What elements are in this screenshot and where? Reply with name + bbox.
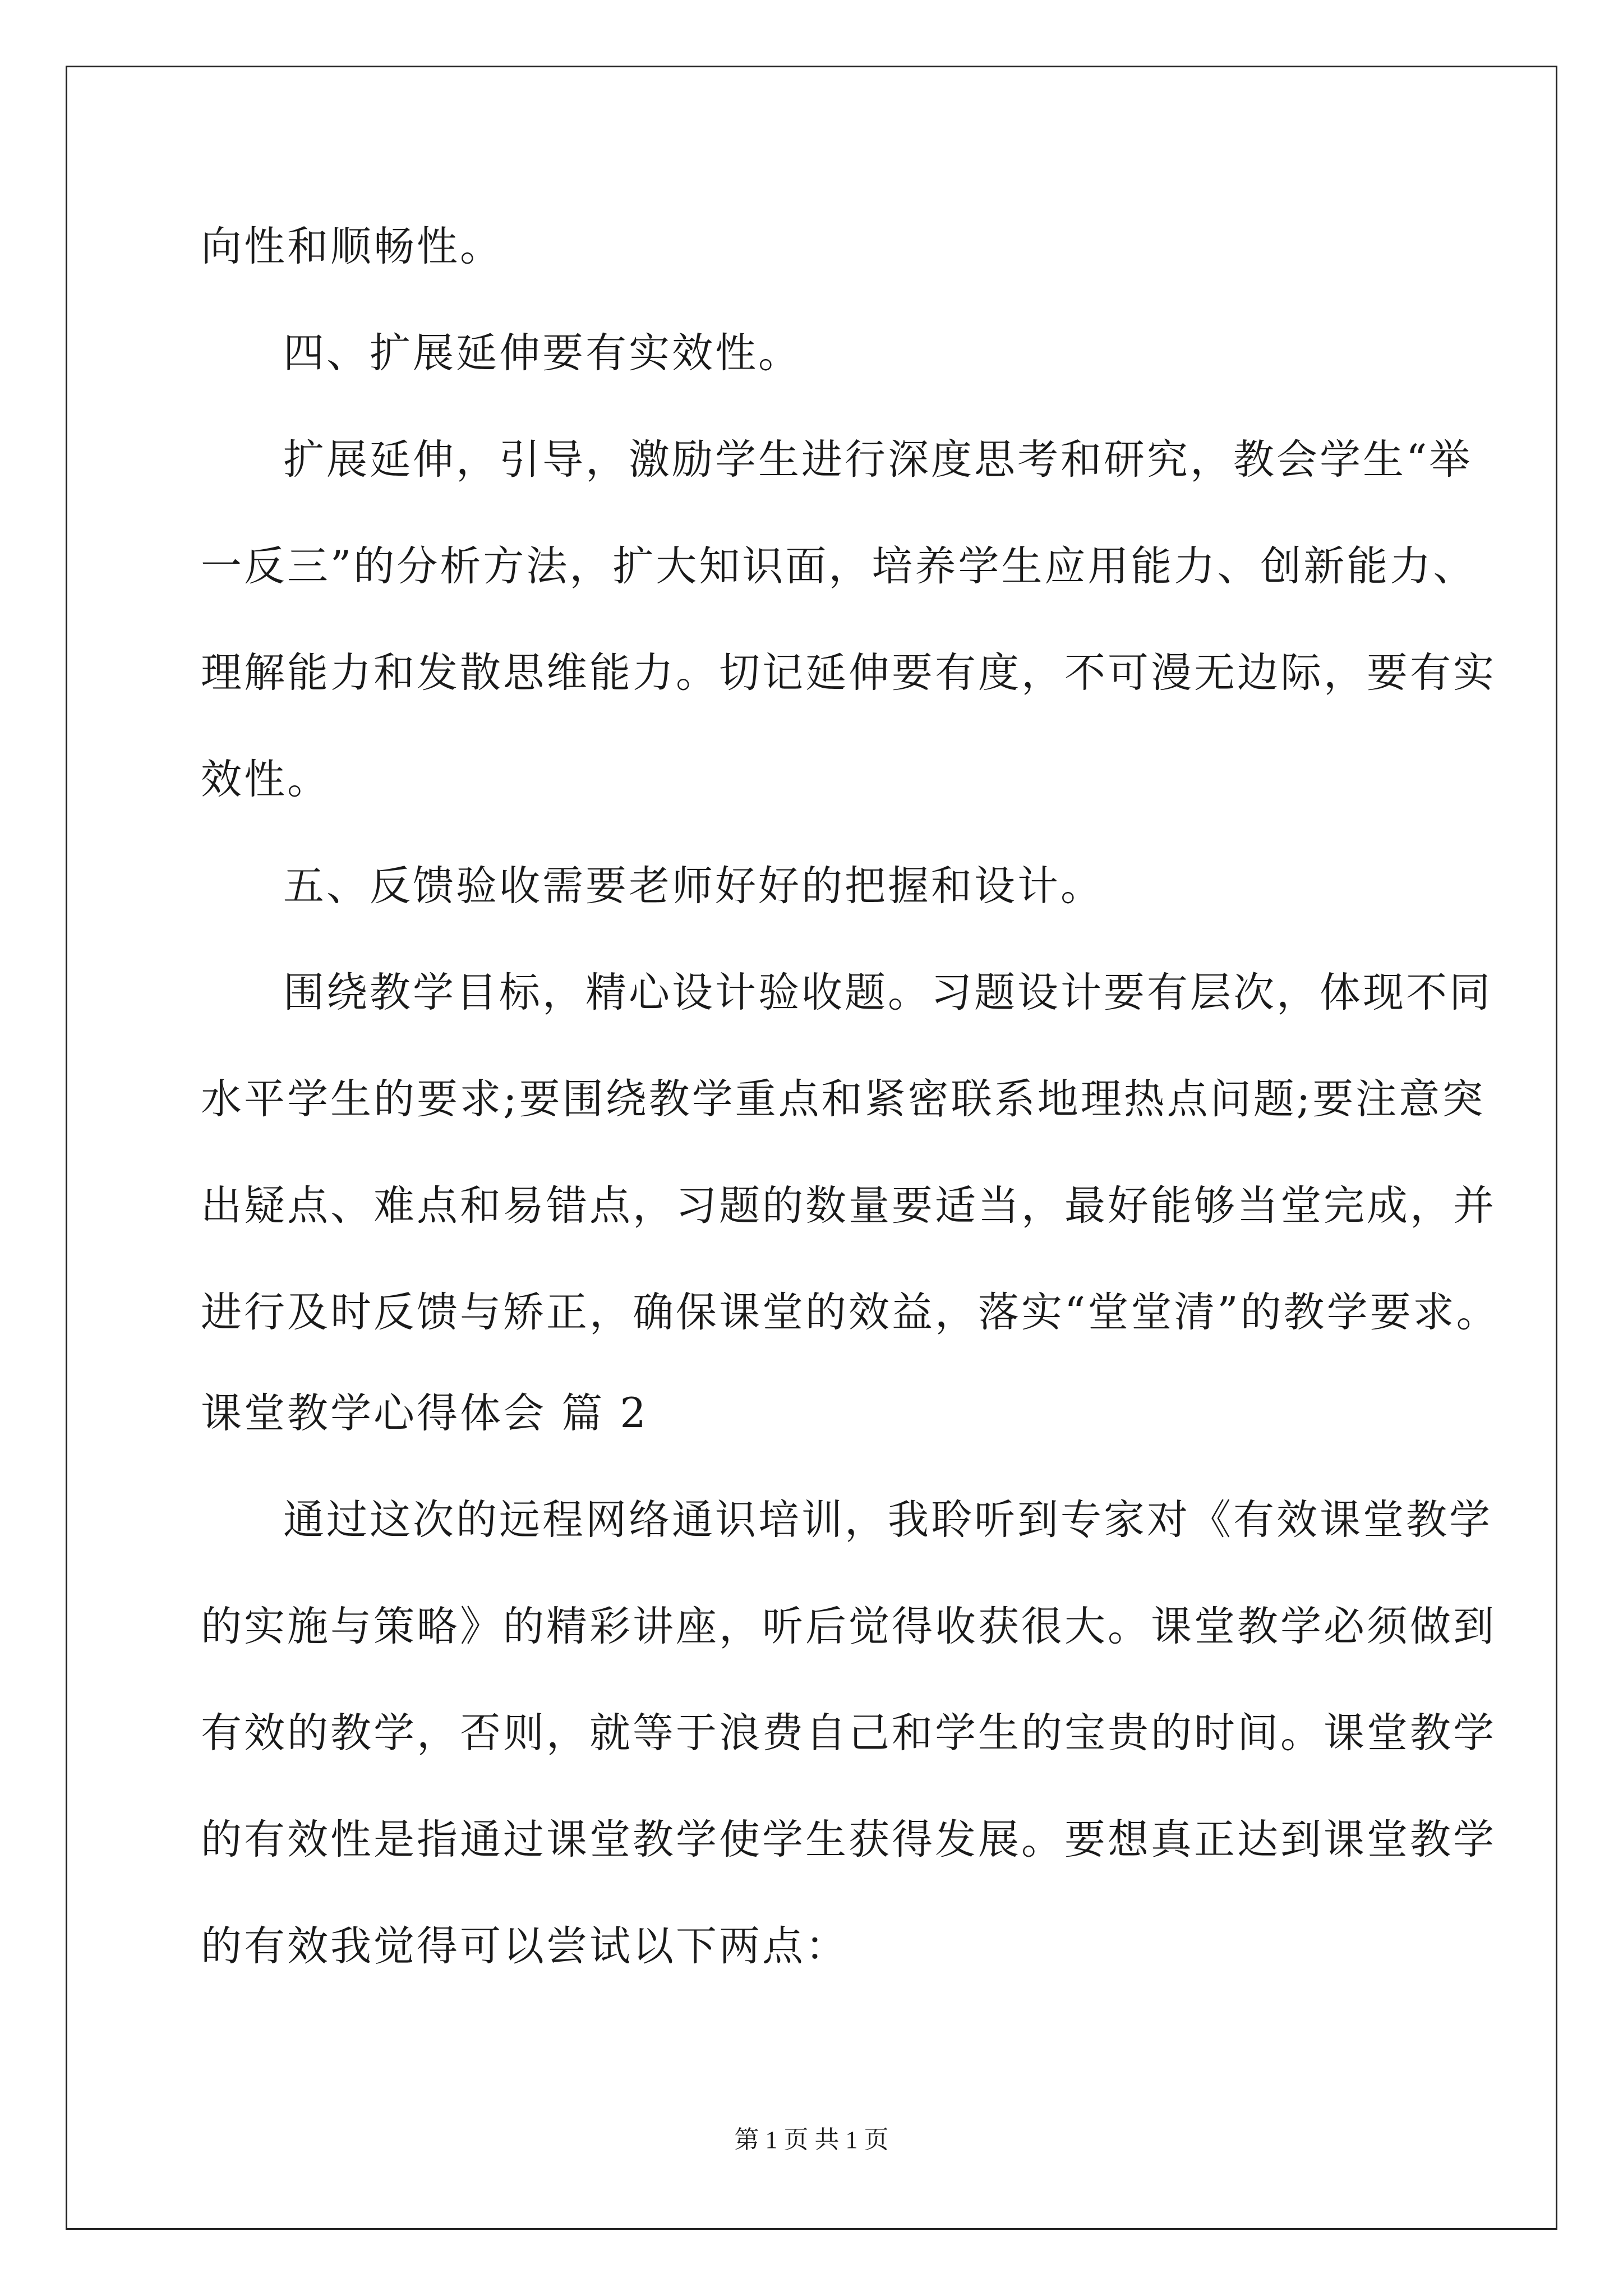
page-border (66, 66, 1557, 2230)
paragraph-line: 效性。 (201, 756, 330, 803)
page-number-footer: 第 1 页 共 1 页 (734, 2126, 889, 2154)
paragraph-line: 一反三”的分析方法，扩大知识面，培养学生应用能力、创新能力、 (201, 542, 1477, 590)
article-title: 课堂教学心得体会 篇 2 (201, 1389, 648, 1437)
section-heading: 四、扩展延伸要有实效性。 (283, 329, 801, 377)
paragraph-line: 进行及时反馈与矫正，确保课堂的效益，落实“堂堂清”的教学要求。 (201, 1289, 1500, 1336)
paragraph-line: 扩展延伸，引导，激励学生进行深度思考和研究，教会学生“举 (283, 436, 1473, 484)
paragraph-line: 通过这次的远程网络通识培训，我聆听到专家对《有效课堂教学 (283, 1496, 1492, 1544)
paragraph-line: 出疑点、难点和易错点，习题的数量要适当，最好能够当堂完成，并 (201, 1182, 1496, 1230)
paragraph-line: 向性和顺畅性。 (201, 223, 503, 270)
paragraph-line: 的实施与策略》的精彩讲座，听后觉得收获很大。课堂教学必须做到 (201, 1603, 1496, 1650)
section-heading: 五、反馈验收需要老师好好的把握和设计。 (283, 862, 1104, 910)
paragraph-line: 水平学生的要求;要围绕教学重点和紧密联系地理热点问题;要注意突 (201, 1075, 1486, 1123)
paragraph-line: 围绕教学目标，精心设计验收题。习题设计要有层次，体现不同 (283, 969, 1492, 1016)
paragraph-line: 理解能力和发散思维能力。切记延伸要有度，不可漫无边际，要有实 (201, 649, 1496, 697)
paragraph-line: 有效的教学，否则，就等于浪费自己和学生的宝贵的时间。课堂教学 (201, 1709, 1496, 1757)
paragraph-line: 的有效我觉得可以尝试以下两点： (201, 1922, 849, 1970)
paragraph-line: 的有效性是指通过课堂教学使学生获得发展。要想真正达到课堂教学 (201, 1816, 1496, 1864)
